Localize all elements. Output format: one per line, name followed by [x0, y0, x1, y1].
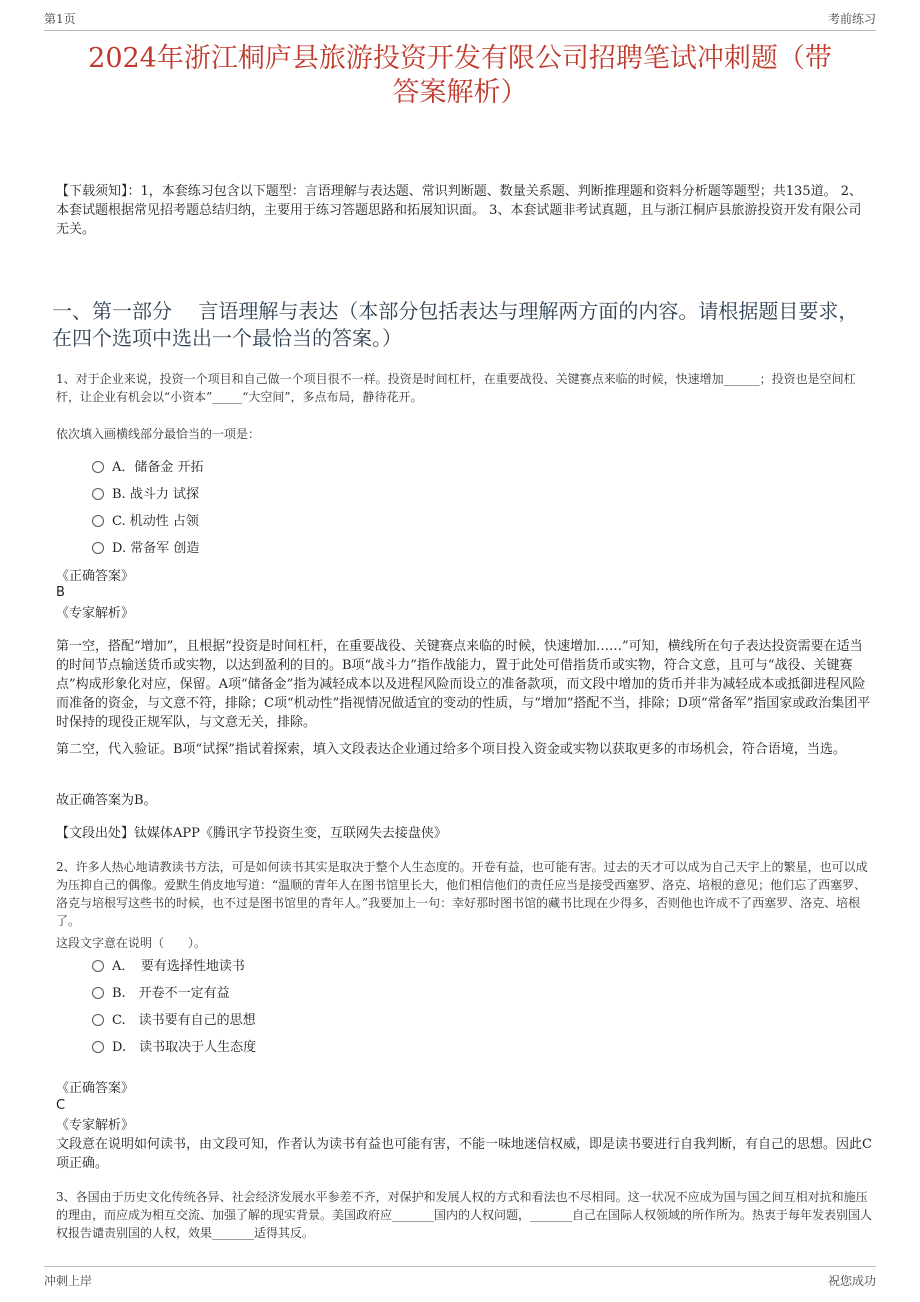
footer-left: 冲刺上岸 — [44, 1274, 93, 1288]
q1-stem: 1、对于企业来说，投资一个项目和自己做一个项目很不一样。投资是时间杠杆，在重要战役、关键赛点来临的时候，快速增加______；投资也是空间杠杆，让企业有机会以“小资本”_____“大空间”，多点布局，静待花开。 — [56, 372, 856, 404]
radio-icon[interactable] — [92, 488, 104, 500]
q2-analysis-label: 《专家解析》 — [56, 1118, 135, 1133]
footer-divider — [44, 1266, 876, 1267]
q1-answer-label: 《正确答案》 — [56, 569, 135, 584]
title-line-2: 答案解析） — [392, 77, 528, 108]
q1-analysis-label: 《专家解析》 — [56, 606, 135, 621]
section-heading: 一、第一部分 言语理解与表达（本部分包括表达与理解两方面的内容。请根据题目要求，在四个选项中选出一个最恰当的答案。） — [52, 299, 859, 350]
radio-icon[interactable] — [92, 1041, 104, 1053]
q1-analysis-2: 第二空，代入验证。B项“试探”指试着探索，填入文段表达企业通过给多个项目投入资金或实物以获取更多的市场机会，符合语境，当选。 — [56, 742, 846, 757]
q1-option-a[interactable]: A．储备金 开拓 — [92, 459, 204, 477]
q1-conclusion: 故正确答案为B。 — [56, 793, 157, 808]
q1-option-c[interactable]: C. 机动性 占领 — [92, 513, 199, 531]
radio-icon[interactable] — [92, 960, 104, 972]
radio-icon[interactable] — [92, 461, 104, 473]
radio-icon[interactable] — [92, 987, 104, 999]
q2-answer: C — [56, 1098, 66, 1113]
q2-option-c[interactable]: C. 读书要有自己的思想 — [92, 1012, 256, 1030]
page-number: 第1页 — [44, 12, 76, 26]
radio-icon[interactable] — [92, 515, 104, 527]
q2-answer-label: 《正确答案》 — [56, 1081, 135, 1096]
q3-stem: 3、各国由于历史文化传统各异、社会经济发展水平参差不齐，对保护和发展人权的方式和看法也不尽相同。这一状况不应成为国与国之间互相对抗和施压的理由，而应成为相互交流、加强了解的现实背景。美国政府应_______国内的人权问题，_______自己在国际人权领域的所作所为。热衷于每年发表别国人权报告谴责别国的人权，效果_______适得其反。 — [56, 1190, 873, 1240]
q1-option-d[interactable]: D. 常备军 创造 — [92, 540, 199, 558]
q1-source: 【文段出处】钛媒体APP《腾讯字节投资生变，互联网失去接盘侠》 — [56, 826, 447, 841]
q2-prompt: 这段文字意在说明（ ）。 — [56, 936, 207, 950]
q2-stem: 2、许多人热心地请教读书方法，可是如何读书其实是取决于整个人生态度的。开卷有益，也可能有害。过去的天才可以成为自己天宇上的繁星，也可以成为压抑自己的偶像。爱默生俏皮地写道：“温顺的青年人在图书馆里长大，他们相信他们的责任应当是接受西塞罗、洛克、培根的意见；他们忘了西塞罗、洛克与培根写这些书的时候，也不过是图书馆里的青年人。”我要加上一句：幸好那时图书馆的藏书比现在少得多，否则他也许成不了西塞罗、洛克、培根了。 — [56, 860, 868, 928]
header-tag: 考前练习 — [827, 12, 876, 26]
q2-option-b[interactable]: B. 开卷不一定有益 — [92, 985, 230, 1003]
download-notice: 【下载须知】：1，本套练习包含以下题型：言语理解与表达题、常识判断题、数量关系题、判断推理题和资料分析题等题型；共135道。 2、本套试题根据常见招考题总结归纳，主要用于练习答题思路和拓展知识面。 3、本套试题非考试真题，且与浙江桐庐县旅游投资开发有限公司无关。 — [56, 184, 862, 237]
q1-analysis-1: 第一空，搭配“增加”，且根据“投资是时间杠杆，在重要战役、关键赛点来临的时候，快速增加……”可知，横线所在句子表达投资需要在适当的时间节点输送货币或实物，以达到盈利的目的。B项“战斗力”指作战能力，置于此处可借指货币或实物，符合文意，且可与“战役、关键赛点”构成形象化对应，保留。A项“储备金”指为减轻成本以及进程风险而设立的准备款项，而文段中增加的货币并非为减轻成本或抵御进程风险而准备的资金，与文意不符，排除；C项“机动性”指视情况做适宜的变动的性质，与“增加”搭配不当，排除；D项“常备军”指国家或政治集团平时保持的现役正规军队，与文意无关，排除。 — [56, 639, 871, 730]
header-divider — [44, 30, 876, 31]
radio-icon[interactable] — [92, 1014, 104, 1026]
q1-answer: B — [56, 585, 65, 600]
footer-right: 祝您成功 — [827, 1274, 876, 1288]
q1-option-b[interactable]: B. 战斗力 试探 — [92, 486, 199, 504]
q2-option-a[interactable]: A． 要有选择性地读书 — [92, 958, 245, 976]
document-title — [50, 42, 870, 110]
q2-analysis: 文段意在说明如何读书，由文段可知，作者认为读书有益也可能有害，不能一味地迷信权威，即是读书要进行自我判断，有自己的思想。因此C项正确。 — [56, 1137, 872, 1171]
title-line-1: 2024年浙江桐庐县旅游投资开发有限公司招聘笔试冲刺题（带 — [88, 43, 832, 74]
radio-icon[interactable] — [92, 542, 104, 554]
q1-prompt: 依次填入画横线部分最恰当的一项是： — [56, 427, 261, 441]
q2-option-d[interactable]: D. 读书取决于人生态度 — [92, 1039, 256, 1057]
